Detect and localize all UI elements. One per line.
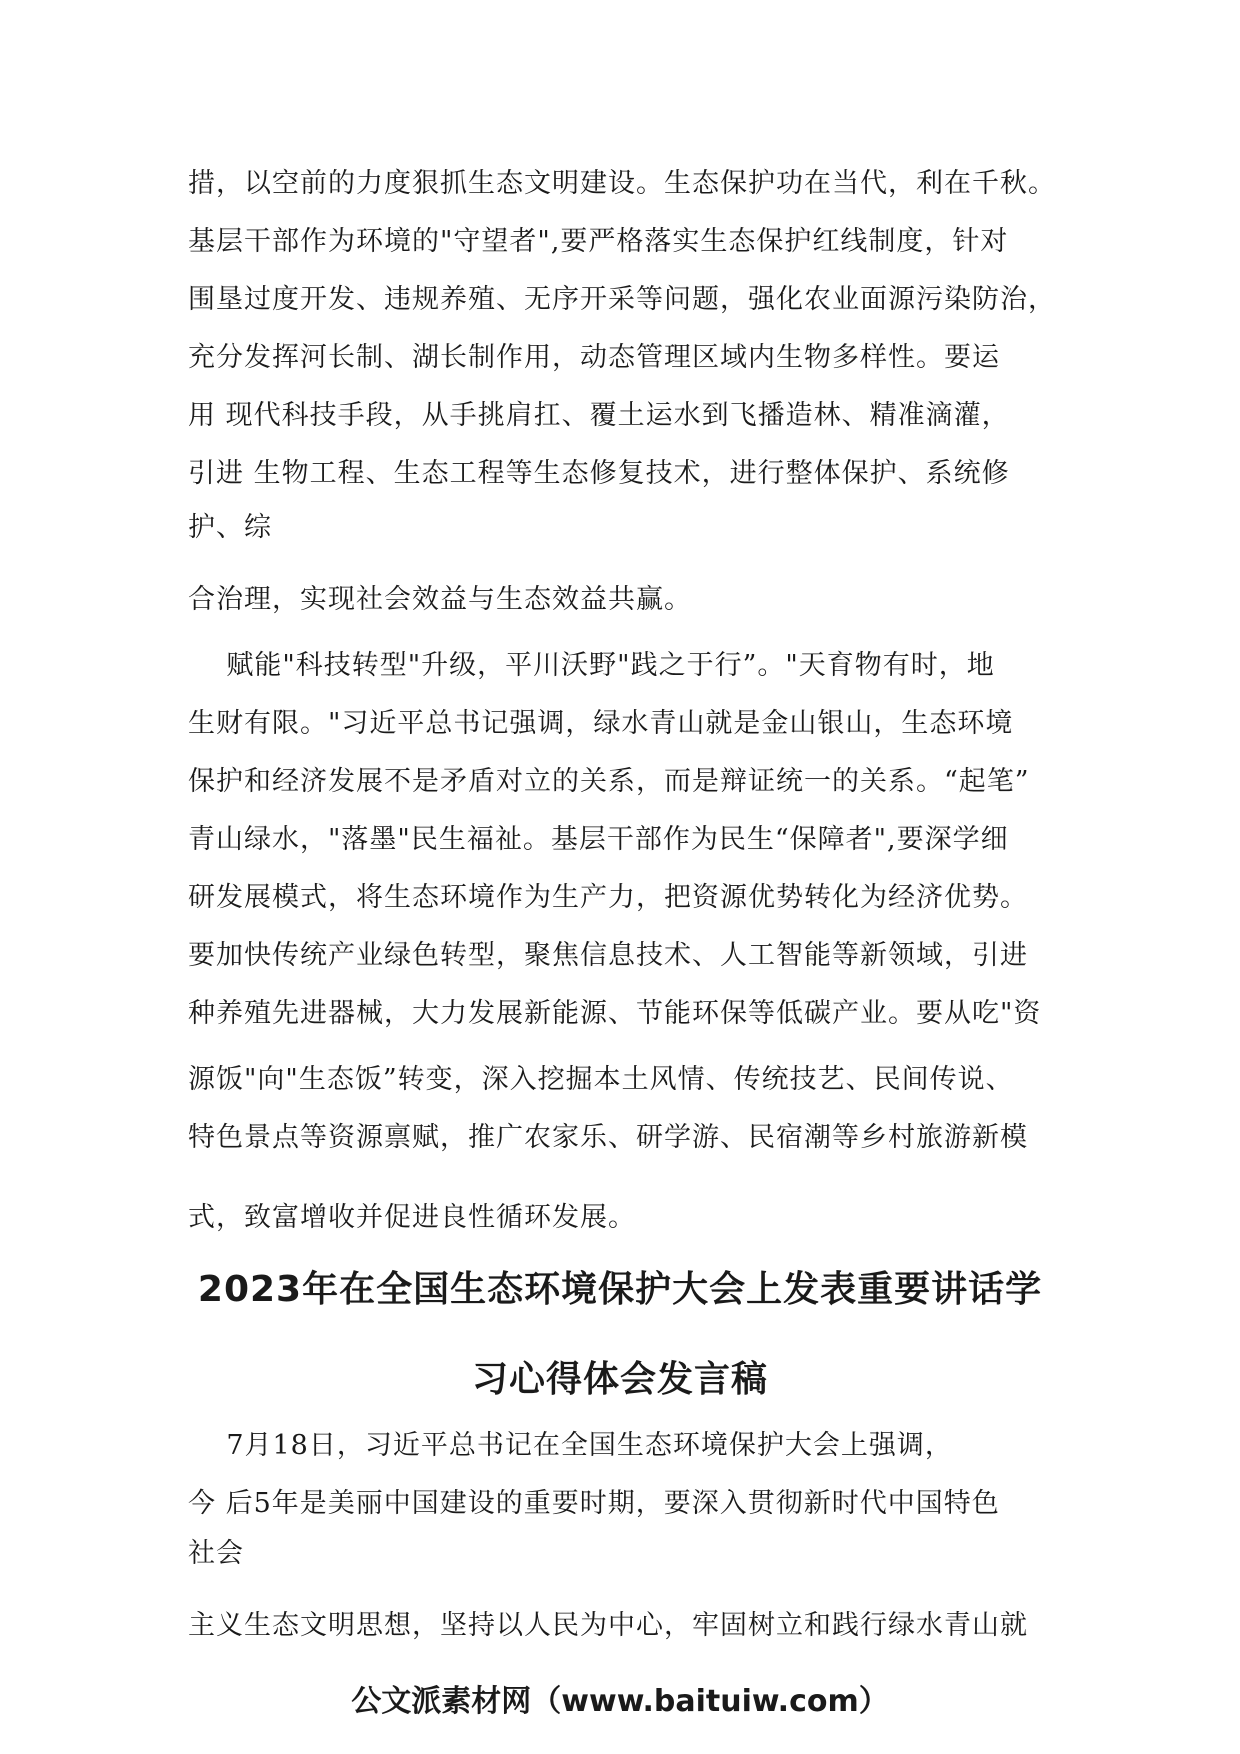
text-line: 式，致富增收并促进良性循环发展。 [188,1202,636,1233]
text-line: 基层干部作为环境的"守望者",要严格落实生态保护红线制度，针对 [188,226,1009,257]
title-line: 习心得体会发言稿 [471,1359,768,1400]
text-line: 生财有限。"习近平总书记强调，绿水青山就是金山银山，生态环境 [188,708,1014,739]
text-line: 源饭"向"生态饭”转变，深入挖掘本土风情、传统技艺、民间传说、 [188,1064,1014,1095]
text-line: 充分发挥河长制、湖长制作用，动态管理区域内生物多样性。要运 [188,342,1000,373]
text-line: 要加快传统产业绿色转型，聚焦信息技术、人工智能等新领域，引进 [188,940,1028,971]
text-line: 引进 生物工程、生态工程等生态修复技术，进行整体保护、系统修 [188,458,1010,489]
text-line: 特色景点等资源禀赋，推广农家乐、研学游、民宿潮等乡村旅游新模 [188,1122,1028,1153]
text-line: 主义生态文明思想，坚持以人民为中心，牢固树立和践行绿水青山就 [188,1610,1028,1641]
title-line: 2023年在全国生态环境保护大会上发表重要讲话学 [197,1269,1043,1310]
text-line: 赋能"科技转型"升级，平川沃野"践之于行”。"天育物有时，地 [188,650,995,681]
text-line: 护、综 [188,512,272,543]
text-line: 种养殖先进器械，大力发展新能源、节能环保等低碳产业。要从吃"资 [188,998,1042,1029]
text-line: 保护和经济发展不是矛盾对立的关系，而是辩证统一的关系。“起笔” [188,766,1030,797]
text-line: 7月18日，习近平总书记在全国生态环境保护大会上强调， [188,1430,953,1461]
text-line: 社会 [188,1538,244,1569]
text-line: 围垦过度开发、违规养殖、无序开采等问题，强化农业面源污染防治， [188,284,1056,315]
site-footer: 公文派素材网（www.baituiw.com） [351,1684,889,1719]
text-line: 今 后5年是美丽中国建设的重要时期，要深入贯彻新时代中国特色 [188,1488,1000,1519]
text-line: 用 现代科技手段，从手挑肩扛、覆土运水到飞播造林、精准滴灌， [188,400,1010,431]
text-line: 合治理，实现社会效益与生态效益共赢。 [188,584,692,615]
text-line: 青山绿水，"落墨"民生福祉。基层干部作为民生“保障者",要深学细 [188,824,1009,855]
text-line: 措，以空前的力度狠抓生态文明建设。生态保护功在当代，利在千秋。 [188,168,1056,199]
text-line: 研发展模式，将生态环境作为生产力，把资源优势转化为经济优势。 [188,882,1028,913]
